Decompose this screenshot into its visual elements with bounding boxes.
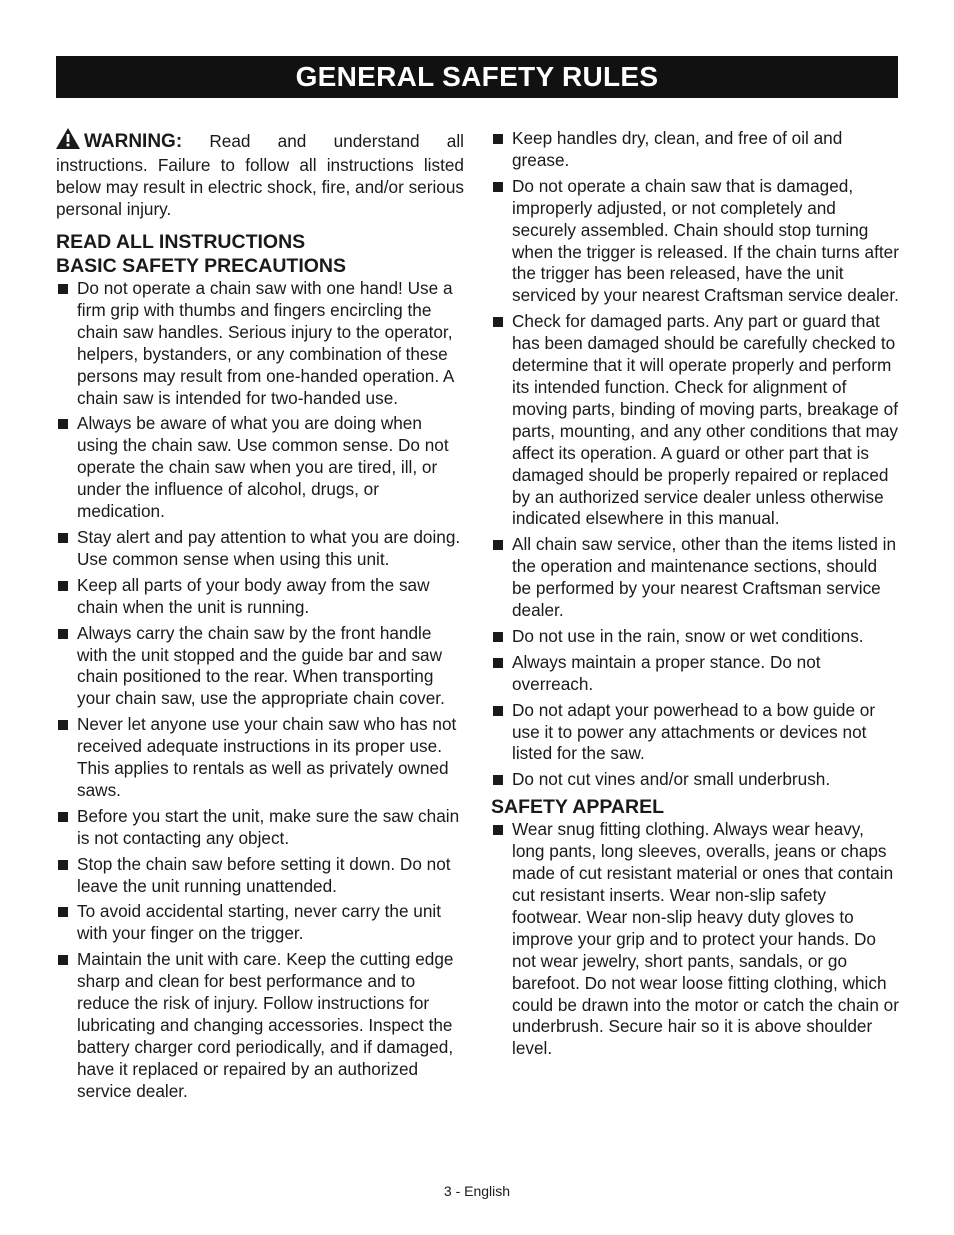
bullet-square-icon [58, 581, 68, 591]
bullet-square-icon [58, 419, 68, 429]
list-item-text: Keep all parts of your body away from the saw chain when the unit is running. [77, 574, 430, 617]
right-column [491, 128, 899, 1064]
list-item [56, 575, 464, 619]
bullet-square-icon [493, 632, 503, 642]
list-item-text: Before you start the unit, make sure the saw chain is not contacting any object. [77, 805, 460, 848]
page-title: GENERAL SAFETY RULES [295, 61, 659, 92]
list-item-text: All chain saw service, other than the items listed in the operation and maintenance sections, should be performed by your nearest Craftsman service dealer. [512, 534, 897, 621]
list-item [56, 278, 464, 409]
safety-apparel-list [491, 819, 899, 1060]
list-item [56, 413, 464, 523]
list-item-text: Maintain the unit with care. Keep the cutting edge sharp and clean for best performance and to reduce the risk of injury. Follow instructions for lubricating and changing accessories. Inspect the battery charger cord periodically, and if damaged, have it replaced or repaired by an authorized service dealer. [77, 949, 454, 1101]
list-item [56, 949, 464, 1102]
list-item-text: To avoid accidental starting, never carry the unit with your finger on the trigger. [77, 901, 441, 944]
basic-precautions-list [56, 278, 464, 1103]
warning-triangle-icon [56, 128, 84, 154]
page-footer: 3 - English [443, 1183, 511, 1199]
bullet-square-icon [493, 825, 503, 835]
list-item-text: Do not use in the rain, snow or wet conditions. [512, 625, 864, 646]
list-item [56, 854, 464, 898]
safety-apparel-heading: SAFETY APPAREL [491, 796, 664, 819]
bullet-square-icon [493, 775, 503, 785]
list-item [56, 806, 464, 850]
warning-paragraph [56, 128, 464, 220]
list-item-text: Stay alert and pay attention to what you are doing. Use common sense when using this unit. [77, 526, 461, 569]
list-item [491, 534, 899, 622]
list-item-text: Do not cut vines and/or small underbrush. [512, 769, 831, 790]
list-item-text: Keep handles dry, clean, and free of oil and grease. [512, 128, 843, 170]
list-item [56, 623, 464, 711]
bullet-square-icon [58, 284, 68, 294]
list-item-text: Never let anyone use your chain saw who has not received adequate instructions in its proper use. This applies to rentals as well as privately owned saws. [77, 714, 457, 800]
list-item [491, 128, 899, 172]
list-item-text: Always be aware of what you are doing when using the chain saw. Use common sense. Do not operate the chain saw when you are tired, ill, or under the influence of alcohol, drugs, or medication. [77, 413, 449, 522]
bullet-square-icon [58, 955, 68, 965]
list-item [491, 769, 899, 791]
bullet-square-icon [58, 720, 68, 730]
title-banner [56, 56, 898, 98]
list-item-text: Stop the chain saw before setting it down. Do not leave the unit running unattended. [77, 853, 451, 896]
read-all-heading: READ ALL INSTRUCTIONS [56, 231, 306, 253]
bullet-square-icon [58, 629, 68, 639]
warning-label: WARNING: [84, 131, 183, 152]
list-item [491, 176, 899, 307]
list-item-text: Check for damaged parts. Any part or guard that has been damaged should be carefully checked to determine that it will operate properly and perform its intended function. Check for alignment of moving parts, binding of moving parts, breakage of parts, mounting, and any other conditions that may affect its operation. A guard or other part that is damaged should be properly repaired or replaced by an authorized service dealer unless otherwise indicated elsewhere in this manual. [512, 311, 898, 529]
bullet-square-icon [493, 540, 503, 550]
list-item [56, 901, 464, 945]
left-column [56, 128, 464, 1107]
list-item [491, 311, 899, 530]
list-item-text: Always maintain a proper stance. Do not overreach. [512, 651, 821, 694]
list-item [491, 626, 899, 648]
bullet-square-icon [493, 317, 503, 327]
continued-precautions-list [491, 128, 899, 791]
warning-text: Read and understand all instructions. Failure to follow all instructions listed below may result in electric shock, fire, and/or serious personal injury. [56, 131, 464, 219]
list-item [56, 714, 464, 802]
list-item-text: Always carry the chain saw by the front handle with the unit stopped and the guide bar and saw chain positioned to the rear. When transporting your chain saw, use the appropriate chain cover. [77, 622, 445, 709]
bullet-square-icon [58, 812, 68, 822]
list-item [56, 527, 464, 571]
bullet-square-icon [58, 533, 68, 543]
basic-precautions-heading: BASIC SAFETY PRECAUTIONS [56, 255, 347, 277]
bullet-square-icon [493, 182, 503, 192]
list-item [491, 819, 899, 1060]
bullet-square-icon [58, 860, 68, 870]
list-item-text: Do not operate a chain saw that is damaged, improperly adjusted, or not completely and securely assembled. Chain should stop turning when the trigger is released. If the chain turns after the trigger has been released, have the unit serviced by your nearest Craftsman service dealer. [512, 175, 899, 306]
bullet-square-icon [493, 134, 503, 144]
bullet-square-icon [493, 706, 503, 716]
bullet-square-icon [58, 907, 68, 917]
bullet-square-icon [493, 658, 503, 668]
list-item [491, 652, 899, 696]
list-item-text: Wear snug fitting clothing. Always wear heavy, long pants, long sleeves, overalls, jeans or chaps made of cut resistant material or ones that contain cut resistant inserts. Wear non-slip safety footwear. Wear non-slip heavy duty gloves to improve your grip and to protect your hands. Do not wear jewelry, short pants, sandals, or go barefoot. Do not wear loose fitting clothing, which could be drawn into the motor or catch the chain or underbrush. Secure hair so it is above shoulder level. [512, 819, 899, 1059]
list-item [491, 700, 899, 766]
list-item-text: Do not adapt your powerhead to a bow guide or use it to power any attachments or devices not listed for the saw. [512, 699, 876, 764]
list-item-text: Do not operate a chain saw with one hand! Use a firm grip with thumbs and fingers encircling the chain saw handles. Serious injury to the operator, helpers, bystanders, or any combination of these persons may result from one-handed operation. A chain saw is intended for two-handed use. [77, 278, 454, 408]
